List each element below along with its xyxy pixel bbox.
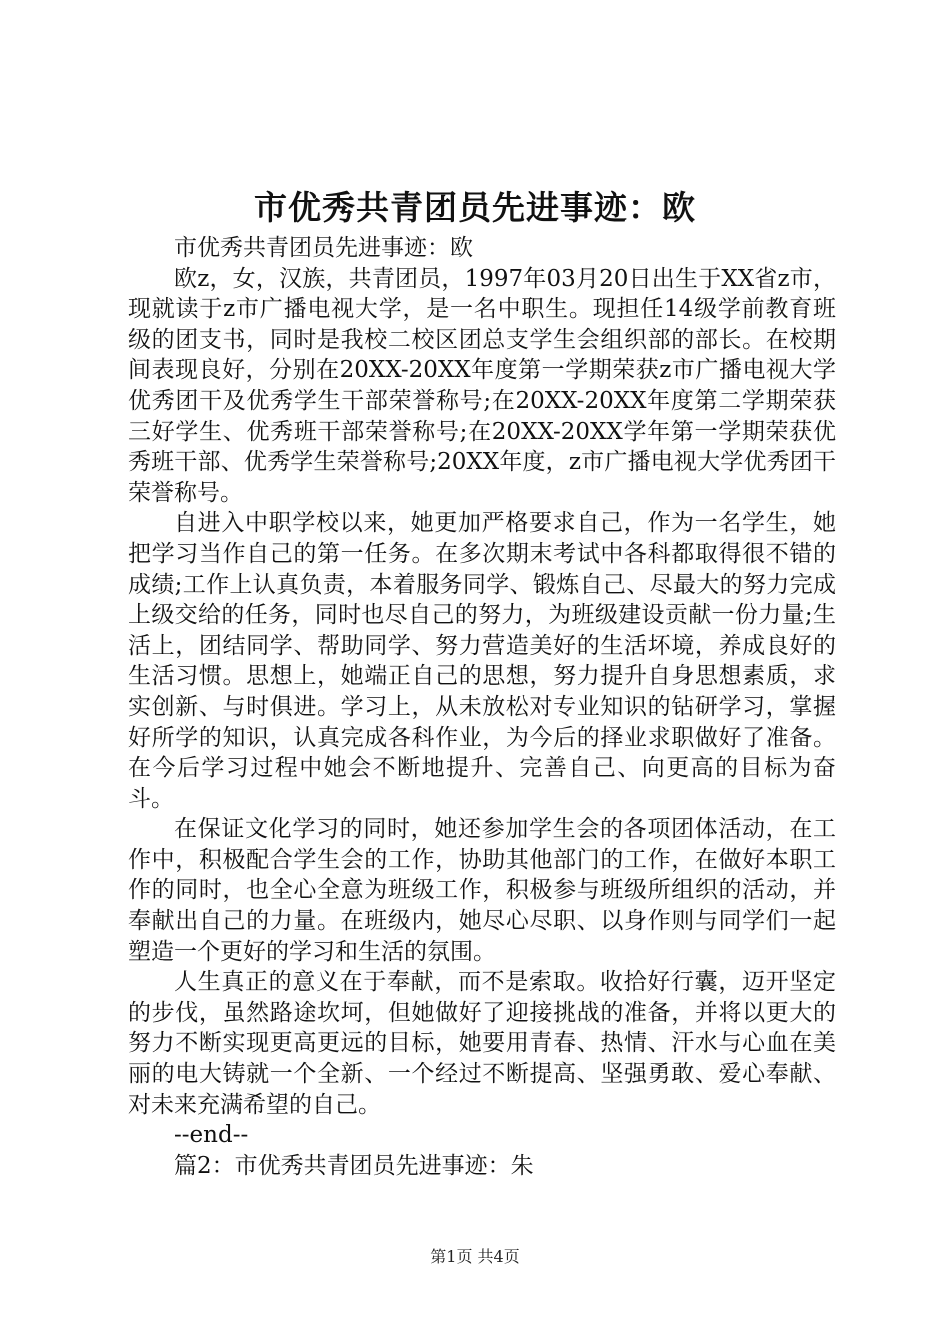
document-body (128, 233, 836, 1181)
paragraph-intro: 欧z，女，汉族，共青团员，1997年03月20日出生于XX省z市，现就读于z市广播电视大学，是一名中职生。现担任14级学前教育班级的团支书，同时是我校二校区团总支学生会组织部的部长。在校期间表现良好，分别在20XX-20XX年度第一学期荣获z市广播电视大学优秀团干及优秀学生干部荣誉称号;在20XX-20XX年度第二学期荣获三好学生、优秀班干部荣誉称号;在20XX-20XX学年第一学期荣获优秀班干部、优秀学生荣誉称号;20XX年度，z市广播电视大学优秀团干荣誉称号。 (128, 265, 836, 506)
document-title: 市优秀共青团员先进事迹：欧 (254, 188, 696, 227)
paragraph-activities: 在保证文化学习的同时，她还参加学生会的各项团体活动，在工作中，积极配合学生会的工作，协助其他部门的工作，在做好本职工作的同时，也全心全意为班级工作，积极参与班级所组织的活动，并奉献出自己的力量。在班级内，她尽心尽职、以身作则与同学们一起塑造一个更好的学习和生活的氛围。 (128, 816, 836, 965)
paragraph-study: 自进入中职学校以来，她更加严格要求自己，作为一名学生，她把学习当作自己的第一任务。在多次期末考试中各科都取得很不错的成绩;工作上认真负责，本着服务同学、锻炼自己、尽最大的努力完成上级交给的任务，同时也尽自己的努力，为班级建设贡献一份力量;生活上，团结同学、帮助同学、努力营造美好的生活坏境，养成良好的生活习惯。思想上，她端正自己的思想，努力提升自身思想素质，求实创新、与时俱进。学习上，从未放松对专业知识的钻研学习，掌握好所学的知识，认真完成各科作业，为今后的择业求职做好了准备。在今后学习过程中她会不断地提升、完善自己、向更高的目标为奋斗。 (128, 510, 836, 812)
paragraph-next-section: 篇2：市优秀共青团员先进事迹：朱 (174, 1152, 534, 1179)
paragraph-conclusion: 人生真正的意义在于奉献，而不是索取。收拾好行囊，迈开坚定的步伐，虽然路途坎坷，但她做好了迎接挑战的准备，并将以更大的努力不断实现更高更远的目标，她要用青春、热情、汗水与心血在美丽的电大铸就一个全新、一个经过不断提高、坚强勇敢、爱心奉献、对未来充满希望的自己。 (128, 969, 836, 1118)
paragraph-subtitle: 市优秀共青团员先进事迹：欧 (174, 235, 473, 261)
paragraph-end-marker: --end-- (174, 1122, 249, 1149)
page-number-footer: 第1页 共4页 (430, 1247, 520, 1266)
